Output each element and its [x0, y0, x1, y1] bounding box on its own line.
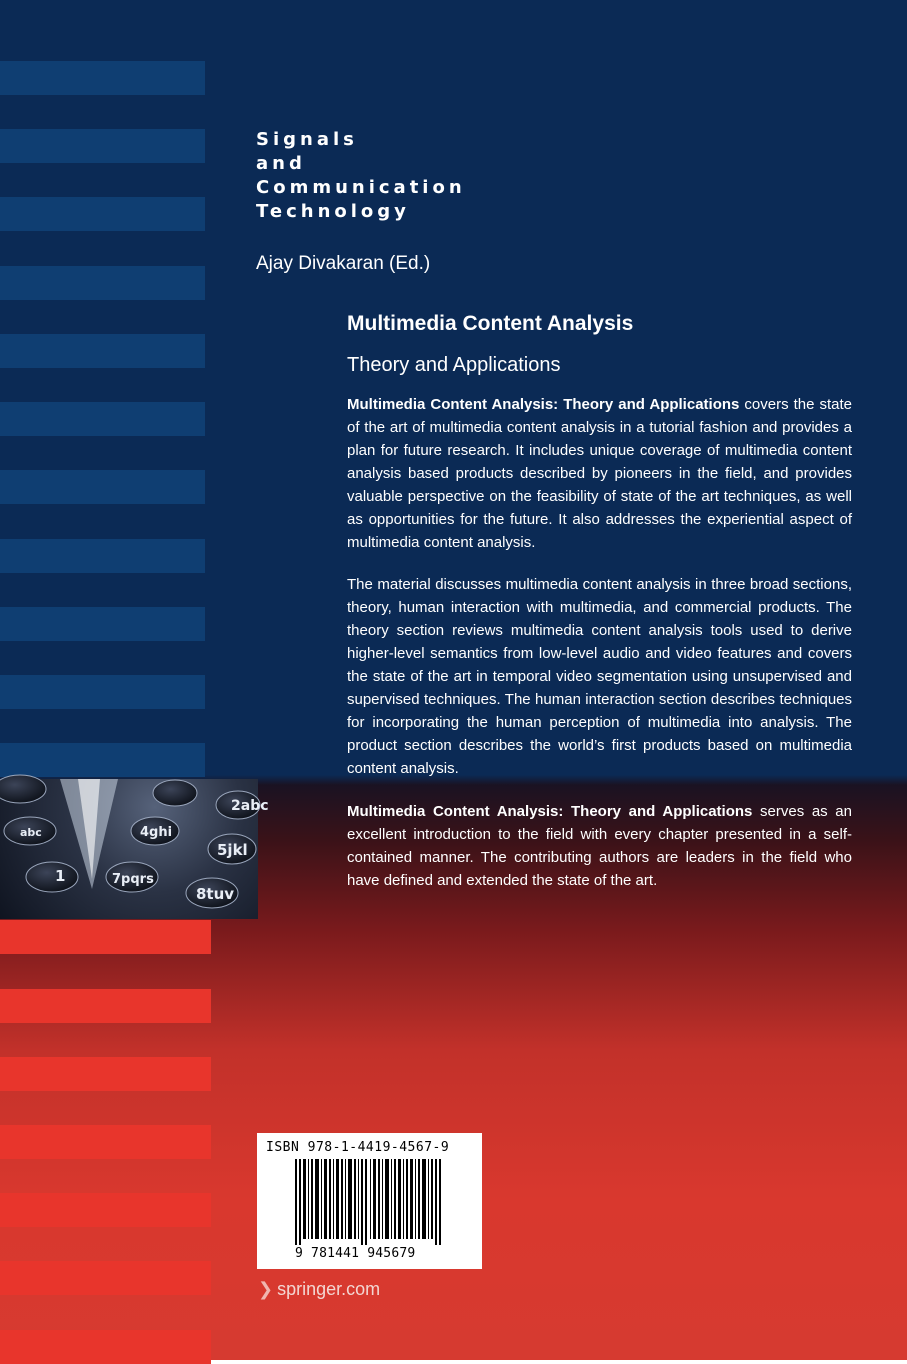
decorative-stripe	[0, 1057, 211, 1091]
key-label: 2abc	[231, 798, 269, 814]
paragraph-lead: Multimedia Content Analysis: Theory and Applications	[347, 803, 753, 820]
barcode-bars	[295, 1159, 445, 1245]
key-label: 5jkl	[217, 841, 248, 859]
paragraph-text: serves as an excellent introduction to the field with every chapter presented in a self-contained manner. The contributing authors are leaders in the field who have defined and extended the state of the art.	[347, 803, 852, 889]
book-subtitle: Theory and Applications	[347, 354, 561, 376]
decorative-stripe	[0, 470, 205, 504]
series-line: Signals	[256, 129, 358, 150]
decorative-stripe	[0, 334, 205, 368]
isbn-barcode	[257, 1133, 482, 1269]
key-label: 1	[55, 867, 66, 885]
key-label: 7pqrs	[112, 872, 154, 887]
decorative-stripe	[0, 402, 205, 436]
decorative-stripe	[0, 920, 211, 954]
keypad-photo	[0, 779, 269, 919]
book-title: Multimedia Content Analysis	[347, 312, 634, 335]
key-label: 8tuv	[196, 885, 235, 903]
decorative-stripe	[0, 266, 205, 300]
keypad-image	[0, 779, 269, 919]
series-line: Technology	[256, 201, 410, 222]
isbn-label: ISBN 978-1-4419-4567-9	[266, 1140, 450, 1155]
decorative-stripe	[0, 1330, 211, 1364]
series-line: Communication	[256, 177, 466, 198]
chevron-right-icon: ❯	[258, 1279, 274, 1299]
description-paragraph-2: The material discusses multimedia content analysis in three broad sections, theory, human interaction with multimedia, and commercial products. The theory section reviews multimedia content analysis tools used to derive higher-level semantics from low-level audio and video features and covers the state of the art in temporal video segmentation using unsupervised and supervised techniques. The human interaction section describes techniques for incorporating the human perception of multimedia into analysis. The product section describes the world’s first products based on multimedia content analysis.	[347, 576, 852, 777]
author-name: Ajay Divakaran (Ed.)	[256, 253, 431, 274]
series-line: and	[256, 153, 306, 174]
series-title	[256, 128, 466, 224]
publisher-url: springer.com	[277, 1279, 381, 1299]
key-label: abc	[20, 826, 42, 839]
barcode-digits: 9 781441 945679	[295, 1246, 416, 1261]
paragraph-lead: Multimedia Content Analysis: Theory and Applications	[347, 396, 740, 413]
decorative-stripe	[0, 129, 205, 163]
description-paragraph-3	[347, 800, 852, 892]
publisher-link[interactable]	[258, 1279, 380, 1300]
decorative-stripe	[0, 539, 205, 573]
decorative-stripe	[0, 1193, 211, 1227]
decorative-stripe	[0, 197, 205, 231]
decorative-stripe	[0, 1125, 211, 1159]
decorative-stripe	[0, 61, 205, 95]
decorative-stripe	[0, 675, 205, 709]
decorative-stripe	[0, 1261, 211, 1295]
description-paragraph-1	[347, 393, 852, 554]
paragraph-text: covers the state of the art of multimedia content analysis in a tutorial fashion and provides a plan for future research. It includes unique coverage of multimedia content analysis based products described by pioneers in the field, and provides valuable perspective on the feasibility of state of the art techniques, as well as opportunities for the future. It also addresses the experiential aspect of multimedia content analysis.	[347, 396, 852, 551]
key-label: 4ghi	[140, 825, 173, 840]
decorative-stripe	[0, 743, 205, 777]
decorative-stripe	[0, 989, 211, 1023]
decorative-stripe	[0, 607, 205, 641]
